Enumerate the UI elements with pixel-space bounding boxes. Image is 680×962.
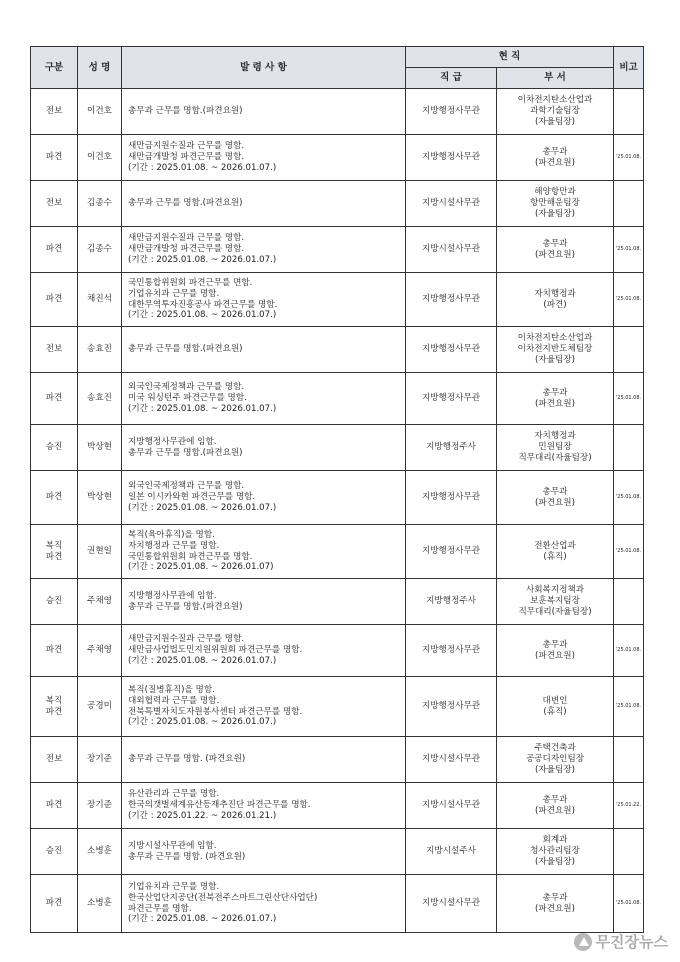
cell-action-line: (기간 : 2025.01.08. ~ 2026.01.07.) xyxy=(128,914,277,925)
cell-action xyxy=(122,579,406,625)
cell-action-line: 총무과 근무를 명함. (파견요원) xyxy=(128,851,246,862)
header-name: 성 명 xyxy=(78,47,122,89)
cell-action xyxy=(122,625,406,677)
cell-name: 공경미 xyxy=(78,677,122,737)
cell-name: 장기준 xyxy=(78,737,122,783)
table-row xyxy=(31,327,644,373)
cell-dept-line: (자율팀장) xyxy=(535,354,575,365)
cell-dept xyxy=(497,829,614,875)
cell-dept-line: 총무과 xyxy=(542,486,568,497)
cell-dept-line: 직무대리(자율팀장) xyxy=(518,452,592,463)
cell-gubun-line: 승진 xyxy=(45,596,63,607)
cell-action-line: (기간 : 2025.01.08. ~ 2026.01.07) xyxy=(128,562,274,573)
cell-rank: 지방시설사무관 xyxy=(406,875,497,933)
cell-gubun xyxy=(31,135,78,181)
watermark-logo-icon xyxy=(574,933,592,951)
cell-action-line: 총무과 근무를 명함.(파견요원) xyxy=(128,447,243,458)
cell-dept-line: (파견요원) xyxy=(535,249,575,260)
table-row xyxy=(31,625,644,677)
cell-rank: 지방행정사무관 xyxy=(406,625,497,677)
cell-dept-line: (휴직) xyxy=(543,551,567,562)
cell-rank: 지방시설사무관 xyxy=(406,783,497,829)
cell-gubun-line: 파견 xyxy=(45,800,63,811)
cell-dept xyxy=(497,181,614,227)
cell-name: 소병훈 xyxy=(78,829,122,875)
table-row xyxy=(31,227,644,273)
cell-action-line: 총무과 근무를 명함.(파견요원) xyxy=(128,106,243,117)
cell-note xyxy=(614,737,644,783)
cell-dept-line: (파견요원) xyxy=(535,903,575,914)
header-rank: 직 급 xyxy=(406,68,497,89)
cell-action-line: 대외협력과 근무를 명함. xyxy=(128,695,220,706)
cell-note xyxy=(614,181,644,227)
cell-dept xyxy=(497,579,614,625)
table-row xyxy=(31,579,644,625)
cell-action-line: 국민통합위원회 파견근무를 명함. xyxy=(128,551,253,562)
cell-dept xyxy=(497,425,614,471)
table-row xyxy=(31,737,644,783)
cell-action-line: 총무과 근무를 명함.(파견요원) xyxy=(128,344,243,355)
header-current: 현 직 xyxy=(406,47,614,68)
cell-action-line: (기간 : 2025.01.08. ~ 2026.01.07.) xyxy=(128,162,277,173)
cell-note: '25.01.08. xyxy=(614,875,644,933)
cell-gubun-line: 파견 xyxy=(45,492,63,503)
cell-name: 송효진 xyxy=(78,373,122,425)
cell-gubun xyxy=(31,783,78,829)
cell-rank: 지방행정사무관 xyxy=(406,471,497,525)
cell-rank: 지방행정주사 xyxy=(406,425,497,471)
cell-name: 이건호 xyxy=(78,89,122,135)
cell-gubun-line: 파견 xyxy=(45,551,63,562)
cell-action-line: 새만금개발청 파견근무를 명함. xyxy=(128,152,245,163)
cell-action-line: 외국인국제정책과 근무를 명함. xyxy=(128,382,245,393)
cell-action-line: (기간 : 2025.01.08. ~ 2026.01.07.) xyxy=(128,717,277,728)
cell-gubun-line: 복직 xyxy=(45,695,63,706)
cell-gubun xyxy=(31,273,78,327)
cell-gubun-line: 복직 xyxy=(45,540,63,551)
cell-dept-line: 이차전지탄소산업과 xyxy=(517,95,593,106)
cell-gubun xyxy=(31,829,78,875)
cell-action-line: 파견근무를 명함. xyxy=(128,903,192,914)
cell-dept xyxy=(497,677,614,737)
cell-dept-line: (자율팀장) xyxy=(535,856,575,867)
cell-note: '25.01.22. xyxy=(614,783,644,829)
table-row xyxy=(31,425,644,471)
header-action: 발 령 사 항 xyxy=(122,47,406,89)
cell-action-line: (기간 : 2025.01.08. ~ 2026.01.07.) xyxy=(128,310,277,321)
cell-action-line: 총무과 근무를 명함. (파견요원) xyxy=(128,754,246,765)
cell-name: 송효진 xyxy=(78,327,122,373)
cell-action-line: (기간 : 2025.01.08. ~ 2026.01.07.) xyxy=(128,655,277,666)
cell-action-line: 유산관리과 근무를 명함. xyxy=(128,789,220,800)
cell-dept xyxy=(497,471,614,525)
appointment-table-wrapper xyxy=(30,46,643,933)
cell-name: 박상현 xyxy=(78,471,122,525)
cell-dept-line: 청사관리팀장 xyxy=(530,846,580,857)
cell-action xyxy=(122,875,406,933)
cell-action xyxy=(122,425,406,471)
cell-note: '25.01.08. xyxy=(614,471,644,525)
cell-action xyxy=(122,327,406,373)
cell-gubun-line: 파견 xyxy=(45,294,63,305)
cell-gubun xyxy=(31,227,78,273)
cell-action-line: 기업유치과 근무를 명함. xyxy=(128,288,220,299)
table-row xyxy=(31,677,644,737)
cell-rank: 지방시설사무관 xyxy=(406,737,497,783)
table-row xyxy=(31,181,644,227)
cell-action-line: 미국 워싱턴주 파견근무를 명함. xyxy=(128,393,247,404)
cell-note xyxy=(614,327,644,373)
header-gubun: 구분 xyxy=(31,47,78,89)
table-row xyxy=(31,273,644,327)
cell-rank: 지방시설사무관 xyxy=(406,181,497,227)
cell-note xyxy=(614,89,644,135)
cell-gubun xyxy=(31,425,78,471)
cell-dept xyxy=(497,135,614,181)
cell-action-line: 외국인국제정책과 근무를 명함. xyxy=(128,481,245,492)
cell-dept-line: 주택건축과 xyxy=(534,743,576,754)
cell-name: 김종수 xyxy=(78,181,122,227)
cell-dept-line: 총무과 xyxy=(542,146,568,157)
cell-rank: 지방행정사무관 xyxy=(406,89,497,135)
cell-action-line: 총무과 근무를 명함.(파견요원) xyxy=(128,198,243,209)
cell-name: 주채영 xyxy=(78,625,122,677)
cell-action-line: 새만금지원수질과 근무를 명함. xyxy=(128,634,245,645)
cell-dept-line: 총무과 xyxy=(542,639,568,650)
cell-gubun xyxy=(31,579,78,625)
cell-dept xyxy=(497,875,614,933)
cell-rank: 지방시설사무관 xyxy=(406,227,497,273)
cell-gubun xyxy=(31,373,78,425)
cell-dept-line: 전환산업과 xyxy=(534,540,576,551)
cell-action-line: 한국의갯벌세계유산등재추진단 파견근무를 명함. xyxy=(128,800,311,811)
cell-gubun xyxy=(31,737,78,783)
cell-note xyxy=(614,425,644,471)
cell-gubun-line: 파견 xyxy=(45,393,63,404)
cell-action-line: 새만금지원수질과 근무를 명함. xyxy=(128,233,245,244)
cell-name: 주채영 xyxy=(78,579,122,625)
table-row xyxy=(31,525,644,579)
cell-gubun-line: 파견 xyxy=(45,645,63,656)
cell-action xyxy=(122,737,406,783)
cell-dept xyxy=(497,227,614,273)
cell-action-line: 새만금사업법도민지원위원회 파견근무를 명함. xyxy=(128,645,303,656)
cell-dept-line: 대변인 xyxy=(542,695,568,706)
cell-rank: 지방행정사무관 xyxy=(406,677,497,737)
cell-rank: 지방시설주사 xyxy=(406,829,497,875)
cell-dept-line: 총무과 xyxy=(542,387,568,398)
cell-note xyxy=(614,579,644,625)
cell-gubun xyxy=(31,89,78,135)
cell-dept-line: (휴직) xyxy=(543,706,567,717)
cell-gubun xyxy=(31,181,78,227)
cell-action-line: 복직(육아휴직)을 명함. xyxy=(128,530,215,541)
cell-dept xyxy=(497,327,614,373)
cell-rank: 지방행정주사 xyxy=(406,579,497,625)
cell-action xyxy=(122,135,406,181)
cell-gubun xyxy=(31,875,78,933)
cell-dept xyxy=(497,89,614,135)
cell-dept-line: 이차전지반도체팀장 xyxy=(517,344,593,355)
cell-gubun-line: 파견 xyxy=(45,244,63,255)
cell-action xyxy=(122,273,406,327)
cell-action-line: (기간 : 2025.01.08. ~ 2026.01.07.) xyxy=(128,254,277,265)
cell-note: '25.01.08. xyxy=(614,677,644,737)
cell-action xyxy=(122,373,406,425)
watermark xyxy=(574,931,668,952)
cell-dept xyxy=(497,273,614,327)
appointment-table xyxy=(30,46,644,933)
cell-dept-line: 총무과 xyxy=(542,794,568,805)
cell-gubun-line: 파견 xyxy=(45,898,63,909)
table-row xyxy=(31,875,644,933)
cell-dept-line: 이차전지탄소산업과 xyxy=(517,333,593,344)
cell-dept-line: (파견) xyxy=(543,299,567,310)
cell-dept-line: 해양항만과 xyxy=(534,187,576,198)
cell-rank: 지방행정사무관 xyxy=(406,135,497,181)
cell-note: '25.01.08. xyxy=(614,625,644,677)
cell-gubun xyxy=(31,327,78,373)
cell-dept-line: 항만해운팀장 xyxy=(530,198,580,209)
cell-action xyxy=(122,783,406,829)
cell-action-line: (기간 : 2025.01.22. ~ 2026.01.21.) xyxy=(128,810,277,821)
table-row xyxy=(31,373,644,425)
cell-dept-line: (자율팀장) xyxy=(535,116,575,127)
cell-action-line: 한국산업단지공단(전북전주스마트그린산단사업단) xyxy=(128,892,318,903)
cell-dept-line: 직무대리(자율팀장) xyxy=(518,606,592,617)
cell-dept-line: (자율팀장) xyxy=(535,208,575,219)
cell-gubun-line: 승진 xyxy=(45,442,63,453)
cell-note xyxy=(614,829,644,875)
cell-name: 김종수 xyxy=(78,227,122,273)
cell-action-line: (기간 : 2025.01.08. ~ 2026.01.07.) xyxy=(128,403,277,414)
cell-action-line: 새만금개발청 파견근무를 명함. xyxy=(128,244,245,255)
cell-dept-line: 보훈복지팀장 xyxy=(530,596,580,607)
cell-note: '25.01.08. xyxy=(614,525,644,579)
cell-rank: 지방행정사무관 xyxy=(406,525,497,579)
cell-gubun xyxy=(31,677,78,737)
cell-action xyxy=(122,471,406,525)
cell-action-line: 국민통합위원회 파견근무를 면함. xyxy=(128,278,253,289)
cell-dept-line: (파견요원) xyxy=(535,805,575,816)
cell-dept-line: (파견요원) xyxy=(535,157,575,168)
table-row xyxy=(31,471,644,525)
watermark-text: 무진장뉴스 xyxy=(595,933,668,951)
cell-name: 채진석 xyxy=(78,273,122,327)
cell-gubun-line: 전보 xyxy=(45,198,63,209)
cell-name: 박상현 xyxy=(78,425,122,471)
cell-dept-line: 공공디자인팀장 xyxy=(525,754,585,765)
table-row xyxy=(31,829,644,875)
cell-dept xyxy=(497,525,614,579)
cell-action-line: (기간 : 2025.01.08. ~ 2026.01.07.) xyxy=(128,502,277,513)
cell-action xyxy=(122,181,406,227)
cell-dept-line: (파견요원) xyxy=(535,497,575,508)
cell-dept-line: 총무과 xyxy=(542,892,568,903)
cell-gubun-line: 승진 xyxy=(45,846,63,857)
cell-action xyxy=(122,227,406,273)
cell-action xyxy=(122,525,406,579)
cell-action-line: 총무과 근무를 명함.(파견요원) xyxy=(128,601,243,612)
cell-gubun-line: 전보 xyxy=(45,754,63,765)
cell-action-line: 복직(질병휴직)을 명함. xyxy=(128,685,215,696)
cell-dept-line: (파견요원) xyxy=(535,650,575,661)
cell-action-line: 전북특별자치도자원봉사센터 파견근무를 명함. xyxy=(128,706,303,717)
cell-dept-line: 자치행정과 xyxy=(534,288,576,299)
cell-gubun xyxy=(31,525,78,579)
cell-action-line: 지방행정사무관에 임함. xyxy=(128,436,217,447)
cell-dept-line: 회계과 xyxy=(542,835,568,846)
cell-rank: 지방행정사무관 xyxy=(406,373,497,425)
cell-dept xyxy=(497,373,614,425)
cell-dept-line: (파견요원) xyxy=(535,398,575,409)
cell-rank: 지방행정사무관 xyxy=(406,327,497,373)
cell-action-line: 지방행정사무관에 임함. xyxy=(128,590,217,601)
header-dept: 부 서 xyxy=(497,68,614,89)
cell-note: '25.01.08. xyxy=(614,373,644,425)
table-row xyxy=(31,135,644,181)
table-row xyxy=(31,89,644,135)
cell-gubun-line: 파견 xyxy=(45,706,63,717)
table-row xyxy=(31,783,644,829)
cell-dept-line: (자율팀장) xyxy=(535,764,575,775)
cell-dept-line: 자치행정과 xyxy=(534,431,576,442)
cell-gubun-line: 전보 xyxy=(45,106,63,117)
cell-name: 권현일 xyxy=(78,525,122,579)
cell-name: 소병훈 xyxy=(78,875,122,933)
cell-action-line: 대한무역투자진흥공사 파견근무를 명함. xyxy=(128,299,278,310)
cell-action xyxy=(122,829,406,875)
table-body xyxy=(31,89,644,933)
cell-action-line: 새만금지원수질과 근무를 명함. xyxy=(128,141,245,152)
cell-dept-line: 총무과 xyxy=(542,238,568,249)
cell-action xyxy=(122,677,406,737)
cell-gubun-line: 전보 xyxy=(45,344,63,355)
cell-action-line: 지방시설사무관에 임함. xyxy=(128,840,217,851)
cell-gubun-line: 파견 xyxy=(45,152,63,163)
cell-gubun xyxy=(31,625,78,677)
cell-dept-line: 사회복지정책과 xyxy=(525,585,585,596)
cell-rank: 지방행정사무관 xyxy=(406,273,497,327)
cell-note: '25.01.08. xyxy=(614,227,644,273)
cell-name: 이건호 xyxy=(78,135,122,181)
cell-dept xyxy=(497,737,614,783)
header-note: 비고 xyxy=(614,47,644,89)
cell-dept xyxy=(497,625,614,677)
cell-action xyxy=(122,89,406,135)
cell-dept xyxy=(497,783,614,829)
cell-dept-line: 과학기술팀장 xyxy=(530,106,580,117)
cell-action-line: 기업유치과 근무를 명함. xyxy=(128,882,220,893)
cell-gubun xyxy=(31,471,78,525)
cell-dept-line: 민원팀장 xyxy=(538,442,572,453)
cell-note: '25.01.08. xyxy=(614,135,644,181)
cell-note: '25.01.08. xyxy=(614,273,644,327)
cell-name: 장기준 xyxy=(78,783,122,829)
cell-action-line: 일본 이시카와현 파견근무를 명함. xyxy=(128,492,256,503)
cell-action-line: 자치행정과 근무를 명함. xyxy=(128,540,220,551)
